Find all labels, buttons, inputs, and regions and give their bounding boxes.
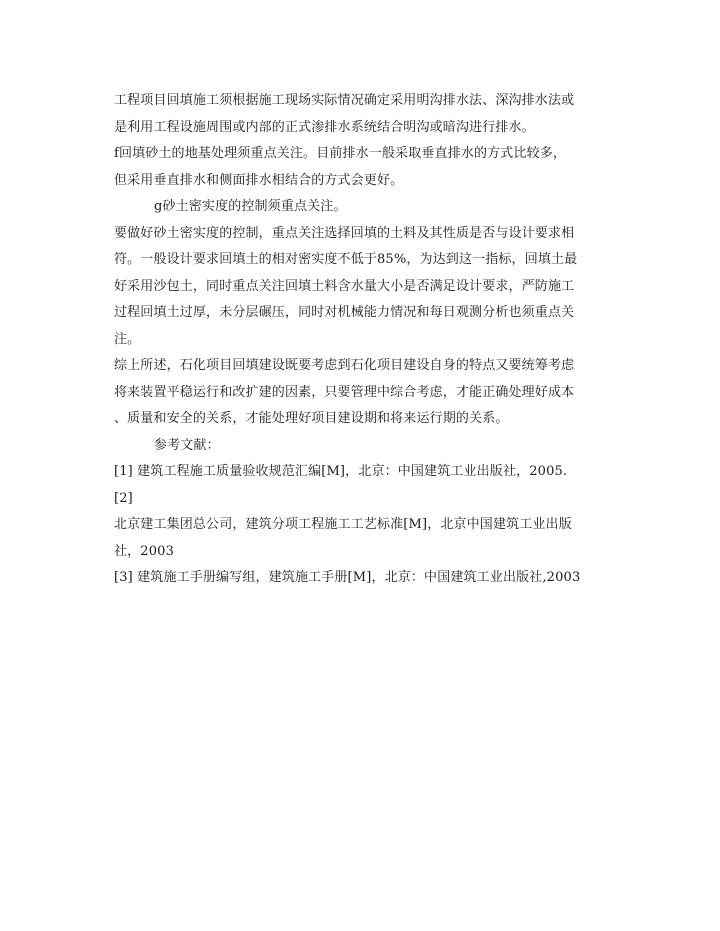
references-heading: 参考文献：	[154, 437, 220, 453]
reference-item: 北京建工集团总公司，建筑分项工程施工工艺标准[M]，北京中国建筑工业出版	[114, 517, 572, 532]
text-line: 符。一般设计要求回填土的相对密实度不低于85%，为达到这一指标，回填土最	[114, 252, 578, 267]
text-line: 将来装置平稳运行和改扩建的因素，只要管理中综合考虑，才能正确处理好成本	[114, 384, 575, 400]
text-line: 、质量和安全的关系，才能处理好项目建设期和将来运行期的关系。	[114, 411, 509, 426]
text-line: 工程项目回填施工须根据施工现场实际情况确定采用明沟排水法、深沟排水法或	[114, 93, 575, 108]
text-line: 要做好砂土密实度的控制，重点关注选择回填的土料及其性质是否与设计要求相	[114, 225, 575, 241]
text-line: f回填砂土的地基处理须重点关注。目前排水一般采取垂直排水的方式比较多，	[114, 146, 567, 161]
text-line: 好采用沙包土，同时重点关注回填土料含水量大小是否满足设计要求，严防施工	[114, 278, 575, 294]
text-line: 但采用垂直排水和侧面排水相结合的方式会更好。	[114, 172, 404, 188]
text-line: 注。	[114, 331, 141, 347]
text-line: 过程回填土过厚，未分层碾压，同时对机械能力情况和每日观测分析也须重点关	[114, 305, 575, 320]
reference-item: [3] 建筑施工手册编写组，建筑施工手册[M]，北京：中国建筑工业出版社,2003	[114, 570, 581, 585]
text-line: 综上所述，石化项目回填建设既要考虑到石化项目建设自身的特点又要统筹考虑	[114, 358, 575, 373]
text-line: 是利用工程设施周围或内部的正式渗排水系统结合明沟或暗沟进行排水。	[114, 119, 535, 135]
section-heading: g砂土密实度的控制须重点关注。	[154, 199, 347, 214]
reference-item: [1] 建筑工程施工质量验收规范汇编[M]，北京：中国建筑工业出版社，2005.	[114, 464, 568, 479]
reference-item: 社，2003	[114, 543, 174, 559]
reference-item: [2]	[114, 490, 133, 506]
document-body	[114, 88, 614, 592]
